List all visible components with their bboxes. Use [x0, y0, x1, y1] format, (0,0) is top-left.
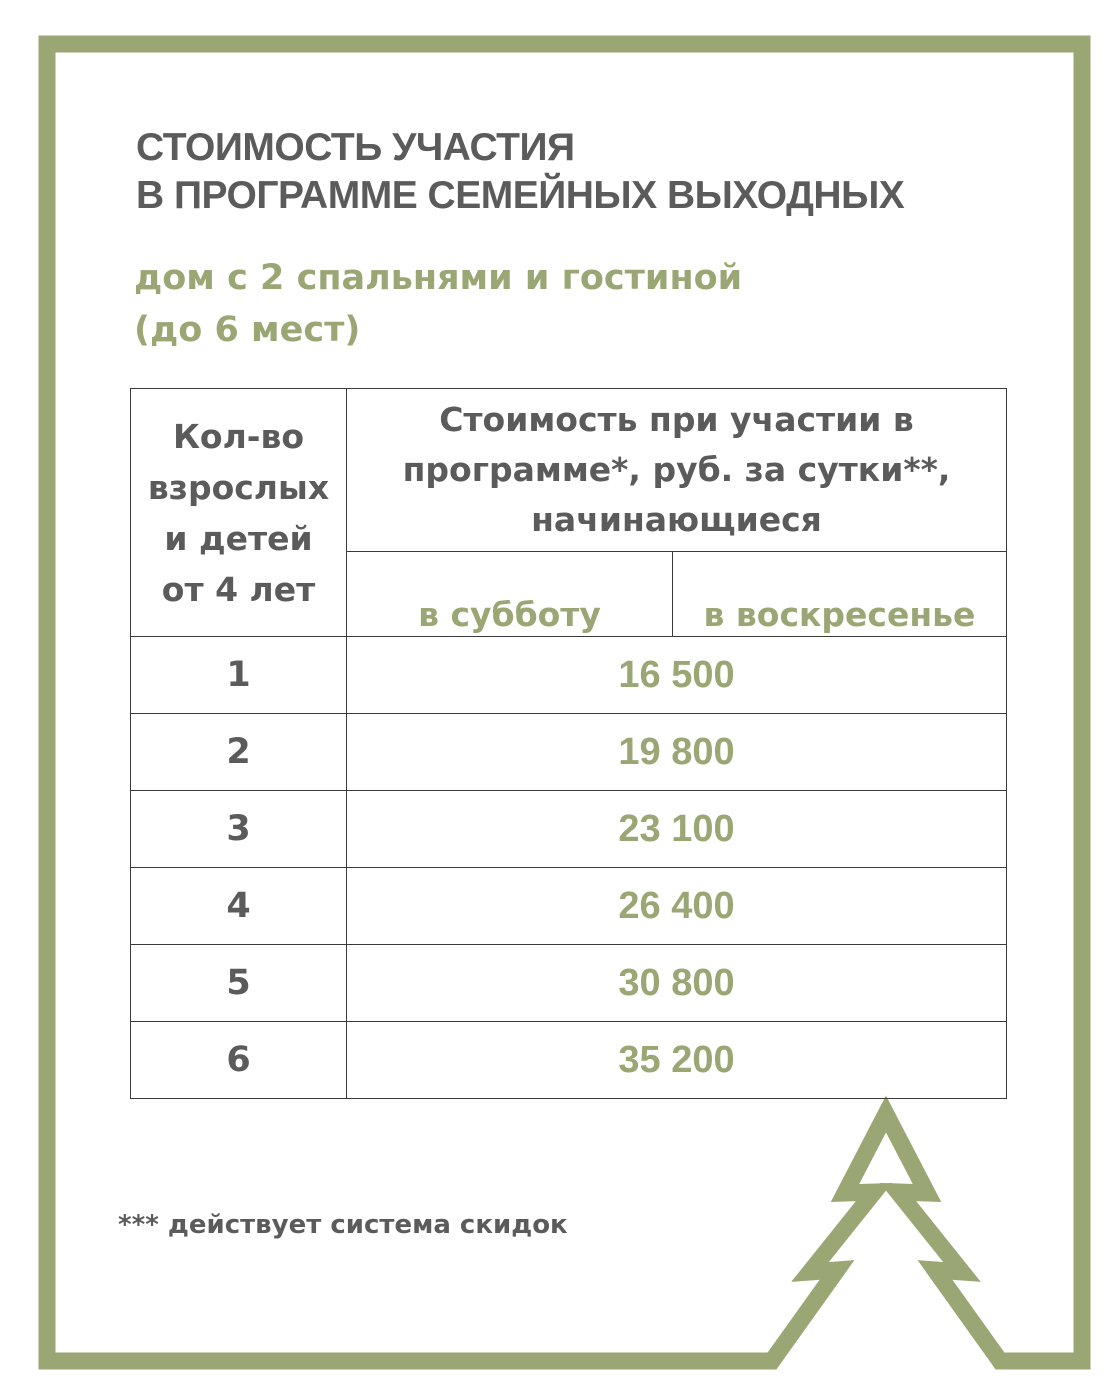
- page-title: [136, 124, 1036, 220]
- header-saturday: в субботу: [347, 552, 673, 637]
- header-cost-line: начинающиеся: [531, 500, 822, 539]
- subtitle-line-1: дом с 2 спальнями и гостиной: [134, 258, 743, 298]
- row-price: 26 400: [347, 868, 1007, 945]
- row-count: 1: [131, 637, 347, 714]
- row-count: 3: [131, 791, 347, 868]
- discount-footnote: *** действует система скидок: [118, 1210, 568, 1240]
- header-cost-line: Стоимость при участии в: [439, 400, 914, 439]
- table-row: [131, 945, 1007, 1022]
- header-cost-cell: [347, 389, 1007, 552]
- header-sunday: в воскресенье: [673, 552, 1007, 637]
- row-price: 16 500: [347, 637, 1007, 714]
- row-price: 19 800: [347, 714, 1007, 791]
- row-count: 4: [131, 868, 347, 945]
- row-count: 5: [131, 945, 347, 1022]
- table-row: [131, 1022, 1007, 1099]
- row-count: 2: [131, 714, 347, 791]
- row-count: 6: [131, 1022, 347, 1099]
- title-line-1: СТОИМОСТЬ УЧАСТИЯ: [136, 126, 575, 169]
- header-count-cell: [131, 389, 347, 637]
- table-row: [131, 868, 1007, 945]
- header-count-line: Кол-во: [172, 416, 305, 456]
- price-table: [130, 388, 1007, 1099]
- row-price: 30 800: [347, 945, 1007, 1022]
- table-row: [131, 791, 1007, 868]
- row-price: 23 100: [347, 791, 1007, 868]
- row-price: 35 200: [347, 1022, 1007, 1099]
- header-count-line: и детей: [164, 518, 313, 558]
- header-cost-line: программе*, руб. за сутки**,: [402, 450, 951, 489]
- table-header-row: [131, 389, 1007, 552]
- header-count-line: от 4 лет: [161, 569, 316, 609]
- table-row: [131, 714, 1007, 791]
- header-count-line: взрослых: [147, 467, 330, 507]
- subtitle-line-2: (до 6 мест): [134, 310, 361, 350]
- table-row: [131, 637, 1007, 714]
- page-subtitle: [134, 252, 1034, 356]
- title-line-2: В ПРОГРАММЕ СЕМЕЙНЫХ ВЫХОДНЫХ: [136, 174, 905, 217]
